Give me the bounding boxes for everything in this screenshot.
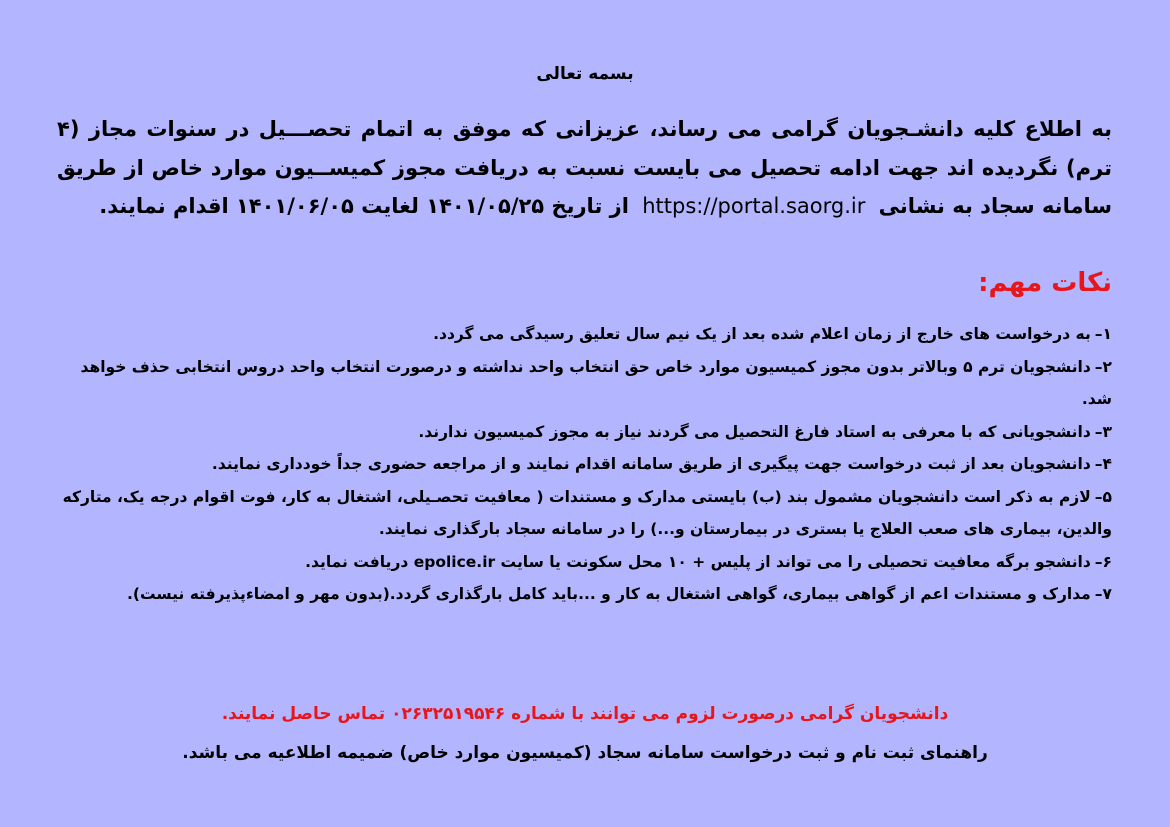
- guide-notice: راهنمای ثبت نام و ثبت درخواست سامانه سجاد (کمیسیون موارد خاص) ضمیمه اطلاعیه می باشد.: [182, 743, 988, 763]
- note-number: ۲–: [1094, 357, 1112, 376]
- intro-paragraph: [57, 110, 1112, 226]
- note-number: ۴–: [1094, 455, 1112, 473]
- note-number: ۶–: [1094, 552, 1112, 571]
- page-title: بسمه تعالی: [536, 64, 634, 84]
- note-text: مدارک و مستندات اعم از گواهی بیماری، گواهی اشتغال به کار و ...باید کامل بارگذاری گردد.(بدون مهر و امضاءپذیرفته نیست).: [127, 585, 1091, 603]
- note-item: [57, 481, 1112, 546]
- intro-text-before-url: به اطلاع کلیه دانشـجویان گرامی می رساند، عزیزانی که موفق به اتمام تحصـــیل در سنوات مجاز (۴ ترم) نگردیده اند جهت ادامه تحصیل می بایست نسبت به دریافت مجوز کمیســیون موارد خاص از طریق سامانه سجاد به نشانی: [57, 117, 1112, 218]
- note-item: [57, 546, 1112, 579]
- note-number: ۵–: [1094, 487, 1112, 506]
- note-text: دانشجویان ترم ۵ وبالاتر بدون مجوز کمیسیون موارد خاص حق انتخاب واحد نداشته و درصورت انتخاب واحد دروس انتخابی حذف خواهد شد.: [80, 357, 1112, 408]
- note-text: به درخواست های خارج از زمان اعلام شده بعد از یک نیم سال تعلیق رسیدگی می گردد.: [433, 325, 1091, 343]
- note-text: دانشجو برگه معافیت تحصیلی را می تواند از پلیس + ۱۰ محل سکونت یا سایت epolice.ir دریافت نماید.: [305, 552, 1091, 571]
- note-item: [57, 578, 1112, 611]
- portal-url-link[interactable]: https://portal.saorg.ir: [642, 194, 866, 218]
- note-text: دانشجویانی که با معرفی به استاد فارغ التحصیل می گردند نیاز به مجوز کمیسیون ندارند.: [418, 422, 1091, 441]
- note-item: [57, 416, 1112, 449]
- note-item: [57, 351, 1112, 416]
- note-number: ۱–: [1094, 325, 1112, 343]
- notes-heading: نکات مهم:: [978, 268, 1112, 298]
- contact-notice: دانشجویان گرامی درصورت لزوم می توانند با شماره ۰۲۶۳۲۵۱۹۵۴۶ تماس حاصل نمایند.: [221, 704, 949, 724]
- note-text: لازم به ذکر است دانشجویان مشمول بند (ب) بایستی مدارک و مستندات ( معافیت تحصـیلی، اشتغال به کار، فوت اقوام درجه یک، متارکه والدین، بیماری های صعب العلاج یا بستری در بیمارستان و...) را در سامانه سجاد بارگذاری نمایند.: [62, 487, 1112, 538]
- notes-list: [57, 318, 1112, 611]
- note-number: ۳–: [1094, 422, 1112, 441]
- note-number: ۷–: [1094, 585, 1112, 603]
- note-item: [57, 448, 1112, 481]
- note-text: دانشجویان بعد از ثبت درخواست جهت پیگیری از طریق سامانه اقدام نمایند و از مراجعه حضوری جداً خودداری نمایند.: [211, 455, 1091, 473]
- note-item: [57, 318, 1112, 351]
- intro-text-after-url: از تاریخ ۱۴۰۱/۰۵/۲۵ لغایت ۱۴۰۱/۰۶/۰۵ اقدام نمایند.: [99, 194, 629, 218]
